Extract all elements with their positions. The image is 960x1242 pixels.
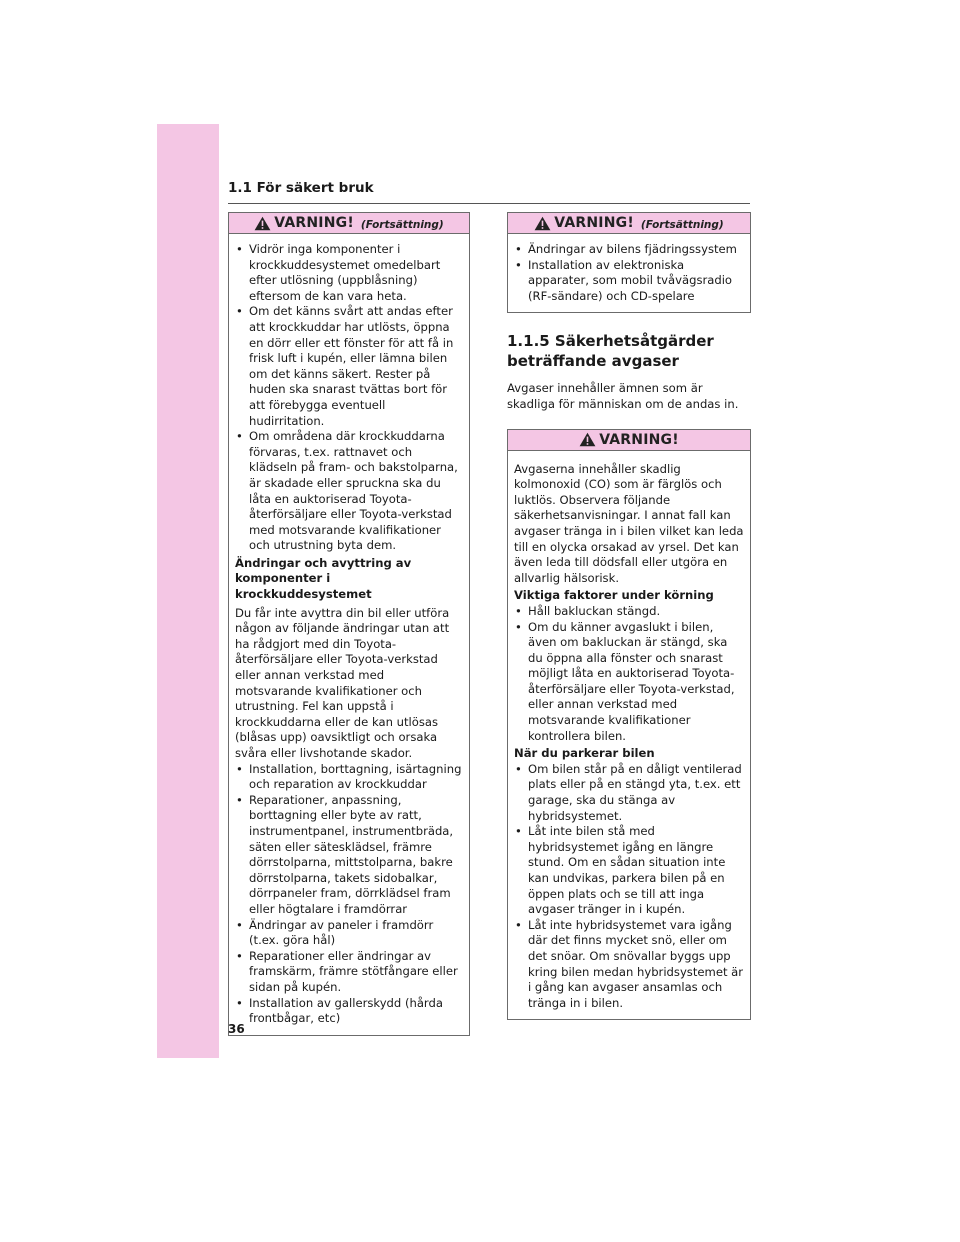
list-item: • Om det känns svårt att andas efter att krockkuddar har utlösts, öppna en dörr eller ett fönster för att få in frisk luft i kupén, eller lämna bilen om det känns säkert. Rester på huden ska snarast tvättas bort för att förebygga eventuell hudirritation.	[235, 304, 463, 429]
list-item: • Ändringar av bilens fjädringssystem	[514, 242, 744, 258]
subheading-parking: När du parkerar bilen	[514, 746, 655, 761]
warning-box-header	[508, 213, 750, 234]
warning-box-header	[508, 430, 750, 451]
chapter-side-tab	[157, 124, 219, 1058]
paragraph: Avgaserna innehåller skadlig kolmonoxid (CO) som är färglös och luktlös. Observera följande säkerhetsanvisningar. I annat fall kan avgaser tränga in i bilen vilket kan leda till en olycka orsakad av yrsel. Det kan även leda till dödsfall eller utgöra en allvarlig hälsorisk.	[514, 461, 744, 585]
list-item: • Installation, borttagning, isärtagning och reparation av krockkuddar	[235, 762, 463, 793]
bullet-list	[235, 762, 463, 1027]
warning-title: VARNING!	[599, 431, 679, 448]
subheading-driving: Viktiga faktorer under körning	[514, 588, 714, 603]
bullet-list	[514, 242, 744, 304]
warning-triangle-icon	[579, 432, 596, 447]
bullet-list	[514, 762, 744, 1012]
bullet-list	[235, 242, 463, 554]
list-item: • Ändringar av paneler i framdörr (t.ex. göra hål)	[235, 918, 463, 949]
page-number: 36	[228, 1022, 245, 1036]
subheading-modifications: Ändringar och avyttring av komponenter i krockkuddesystemet	[235, 555, 412, 602]
warning-triangle-icon	[254, 216, 271, 231]
list-item: • Om du känner avgaslukt i bilen, även om bakluckan är stängd, ska du öppna alla fönster och snarast möjligt låta en auktoriserad Toyota-återförsäljare eller Toyota-verkstad, eller annan verkstad med motsvarande kvalifikationer kontrollera bilen.	[514, 620, 744, 745]
list-item: • Reparationer, anpassning, borttagning eller byte av ratt, instrumentpanel, instrumentbräda, säten eller sätesklädsel, främre dörrstolparna, mittstolparna, bakre dörrstolparna, takets sidobalkar, dörrpaneler fram, dörrklädsel fram eller högtalare i framdörrar	[235, 793, 463, 918]
warning-box-exhaust	[507, 429, 751, 1021]
list-item: • Låt inte bilen stå med hybridsystemet igång en längre stund. Om en sådan situation inte kan undvikas, parkera bilen på en öppen plats och se till att inga avgaser tränger in i kupén.	[514, 824, 744, 918]
warning-box-header	[229, 213, 469, 234]
section-intro: Avgaser innehåller ämnen som är skadliga för människan om de andas in.	[507, 381, 739, 411]
continued-label: (Fortsättning)	[360, 218, 444, 231]
list-item: • Reparationer eller ändringar av framskärm, främre stötfångare eller sidan på kupén.	[235, 949, 463, 996]
section-title: 1.1.5 Säkerhetsåtgärder beträffande avgaser	[507, 332, 714, 371]
section-header-title: 1.1 För säkert bruk	[228, 180, 374, 196]
list-item: • Låt inte hybridsystemet vara igång där det finns mycket snö, eller om det snöar. Om snövallar byggs upp kring bilen medan hybridsystemet är i gång kan avgaser ansamlas och tränga in i bilen.	[514, 918, 744, 1012]
warning-title: VARNING!	[554, 215, 634, 231]
warning-box-continued-right	[507, 212, 751, 313]
warning-title: VARNING!	[274, 215, 354, 231]
list-item: • Håll bakluckan stängd.	[514, 604, 744, 620]
list-item: • Om bilen står på en dåligt ventilerad plats eller på en stängd yta, t.ex. ett garage, ska du stänga av hybridsystemet.	[514, 762, 744, 824]
warning-box-continued-left	[228, 212, 470, 1036]
warning-triangle-icon	[534, 216, 551, 231]
list-item: • Installation av elektroniska apparater, som mobil tvåvägsradio (RF-sändare) och CD-spelare	[514, 258, 744, 305]
page-header	[228, 180, 750, 204]
paragraph: Du får inte avyttra din bil eller utföra någon av följande ändringar utan att ha rådgjort med din Toyota-återförsäljare eller Toyota-verkstad eller annan verkstad med motsvarande kvalifikationer och utrustning. Fel kan uppstå i krockkuddarna eller de kan utlösas (blåsas upp) oavsiktligt och orsaka svåra eller livshotande skador.	[235, 605, 450, 760]
list-item: • Installation av gallerskydd (hårda frontbågar, etc)	[235, 996, 463, 1027]
warning-box-body	[508, 234, 750, 312]
left-column	[228, 212, 470, 1036]
warning-box-body	[229, 234, 469, 1035]
list-item: • Vidrör inga komponenter i krockkuddesystemet omedelbart efter utlösning (uppblåsning) eftersom de kan vara heta.	[235, 242, 463, 304]
list-item: • Om områdena där krockkuddarna förvaras, t.ex. rattnavet och klädseln på fram- och bakstolparna, är skadade eller spruckna ska du låta en auktoriserad Toyota-återförsäljare eller Toyota-verkstad med motsvarande kvalifikationer och utrustning byta dem.	[235, 429, 463, 554]
continued-label: (Fortsättning)	[640, 218, 724, 231]
warning-box-body	[508, 451, 750, 1020]
right-column	[507, 212, 751, 1020]
bullet-list	[514, 604, 744, 744]
